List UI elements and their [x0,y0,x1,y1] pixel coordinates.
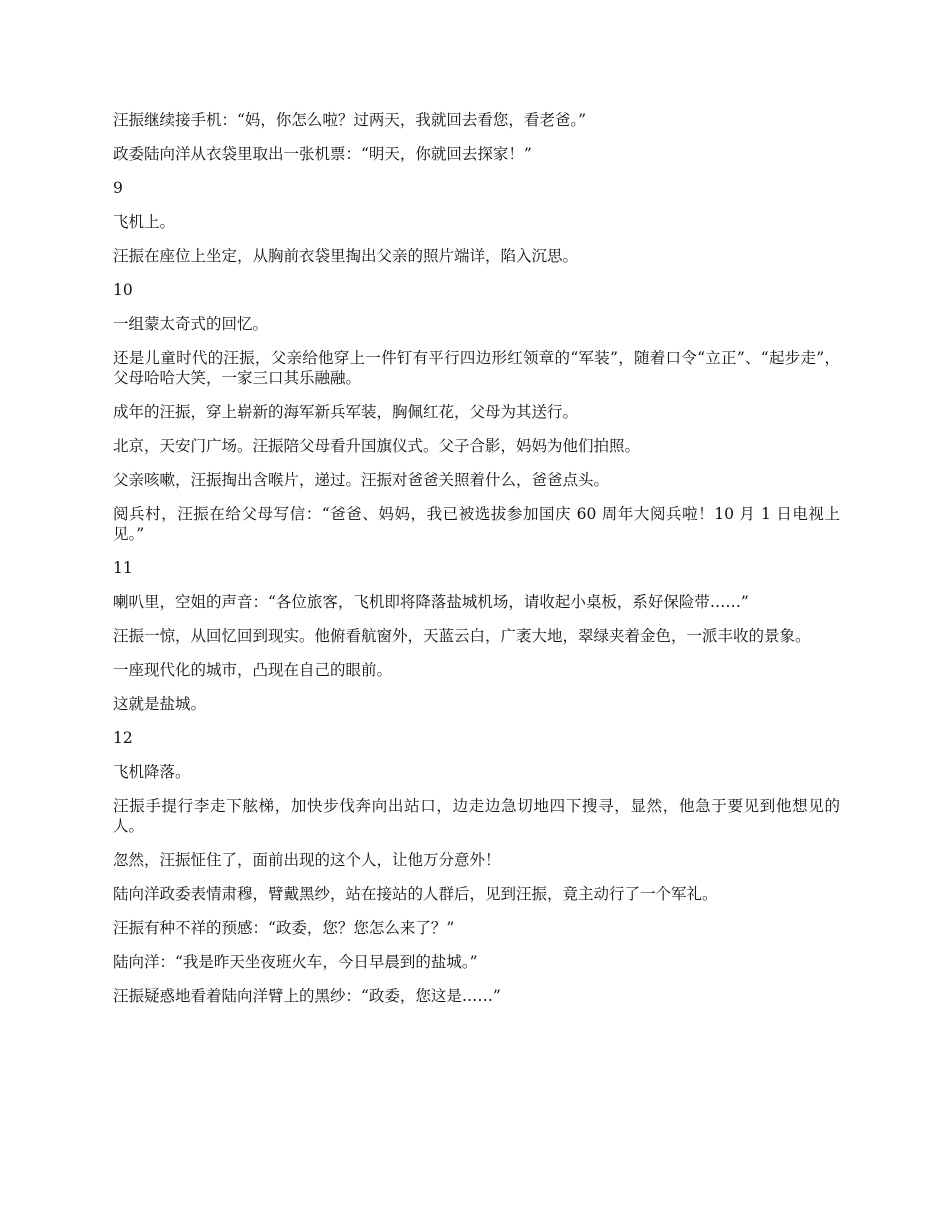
paragraph: 父亲咳嗽，汪振掏出含喉片，递过。汪振对爸爸关照着什么，爸爸点头。 [113,471,610,489]
paragraph: 汪振一惊，从回忆回到现实。他俯看航窗外，天蓝云白，广袤大地，翠绿夹着金色，一派丰收的景象。 [113,627,811,645]
paragraph: 汪振继续接手机：“妈，你怎么啦？过两天，我就回去看您，看老爸。” [113,111,587,129]
paragraph: 汪振在座位上坐定，从胸前衣袋里掏出父亲的照片端详，陷入沉思。 [113,247,579,265]
paragraph: 陆向洋：“我是昨天坐夜班火车，今日早晨到的盐城。” [113,953,478,971]
paragraph: 成年的汪振，穿上崭新的海军新兵军装，胸佩红花，父母为其送行。 [113,403,579,421]
scene-number: 12 [113,729,133,747]
paragraph: 北京，天安门广场。汪振陪父母看升国旗仪式。父子合影，妈妈为他们拍照。 [113,437,641,455]
paragraph: 飞机上。 [113,213,176,231]
paragraph: 汪振有种不祥的预感：“政委，您？您怎么来了？” [113,919,455,937]
paragraph: 还是儿童时代的汪振，父亲给他穿上一件钉有平行四边形红领章的“军装”，随着口令“立正”、“起步走”，父母哈哈大笑，一家三口其乐融融。 [113,349,840,387]
scene-number: 10 [113,281,133,299]
paragraph: 飞机降落。 [113,763,191,781]
scene-number: 11 [113,559,133,577]
document-body [113,110,840,1006]
paragraph: 汪振手提行李走下舷梯，加快步伐奔向出站口，边走边急切地四下搜寻，显然，他急于要见到他想见的人。 [113,797,840,835]
paragraph: 喇叭里，空姐的声音：“各位旅客，飞机即将降落盐城机场，请收起小桌板，系好保险带……” [113,593,749,611]
paragraph: 这就是盐城。 [113,695,207,713]
paragraph: 陆向洋政委表情肃穆，臂戴黑纱，站在接站的人群后，见到汪振，竟主动行了一个军礼。 [113,885,718,903]
scene-number: 9 [113,179,123,197]
paragraph: 阅兵村，汪振在给父母写信：“爸爸、妈妈，我已被选拔参加国庆 60 周年大阅兵啦！10 月 1 日电视上见。” [113,505,840,543]
paragraph: 政委陆向洋从衣袋里取出一张机票：“明天，你就回去探家！” [113,145,532,163]
paragraph: 忽然，汪振怔住了，面前出现的这个人，让他万分意外！ [113,851,501,869]
paragraph: 汪振疑惑地看着陆向洋臂上的黑纱：“政委，您这是……” [113,987,501,1005]
paragraph: 一座现代化的城市，凸现在自己的眼前。 [113,661,393,679]
paragraph: 一组蒙太奇式的回忆。 [113,315,269,333]
